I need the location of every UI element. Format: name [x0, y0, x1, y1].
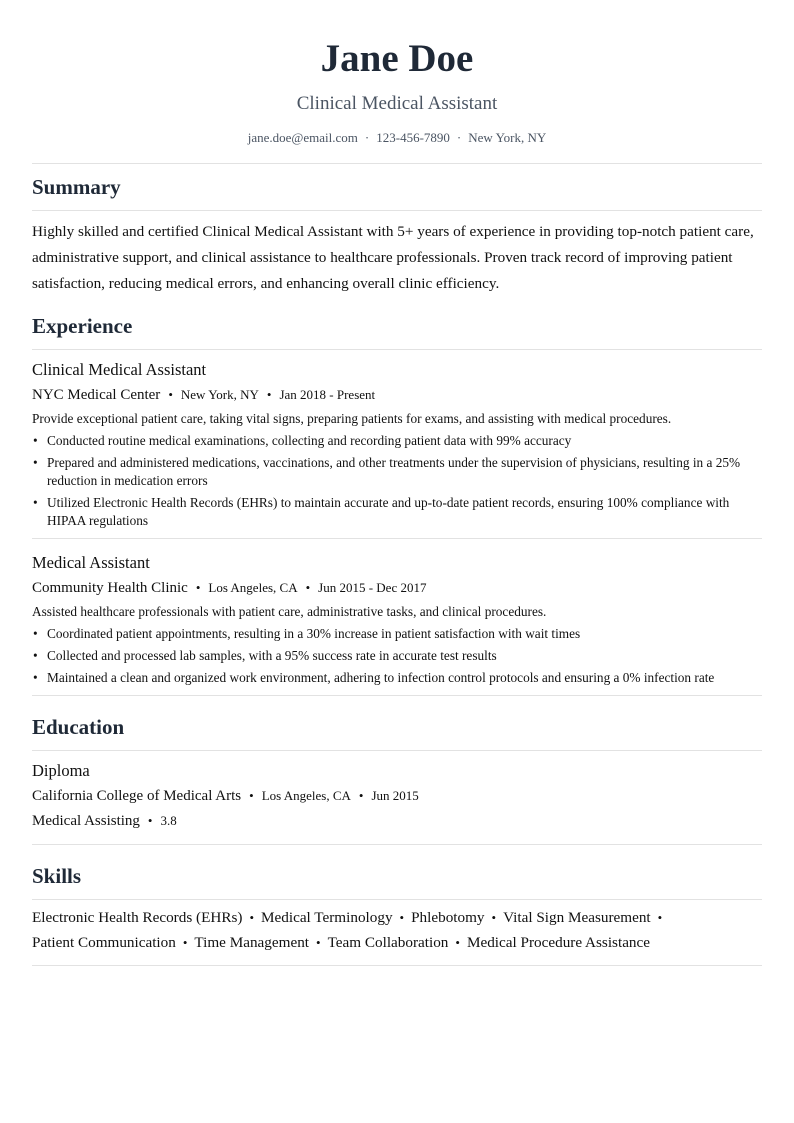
skill-item: Electronic Health Records (EHRs): [32, 909, 243, 926]
skill-bullet: •: [399, 910, 405, 925]
job-location: Los Angeles, CA: [208, 580, 298, 595]
divider: [32, 965, 762, 966]
divider: [32, 538, 762, 539]
meta-bullet: •: [195, 580, 201, 595]
skill-item: Team Collaboration: [327, 934, 449, 951]
contact-line: [32, 130, 762, 146]
degree-name: Diploma: [32, 761, 90, 780]
resume-header: [32, 36, 762, 146]
list-item: • Maintained a clean and organized work environment, adhering to infection control protocols and ensuring a 0% infection rate: [32, 669, 762, 687]
job-bullets: [32, 432, 762, 530]
list-item: • Utilized Electronic Health Records (EHRs) to maintain accurate and up-to-date patient records, ensuring 100% compliance with HIPAA regulations: [32, 494, 762, 530]
meta-bullet: •: [249, 788, 254, 803]
school-location: Los Angeles, CA: [261, 788, 351, 803]
contact-separator: ·: [456, 130, 462, 145]
candidate-title: Clinical Medical Assistant: [296, 93, 498, 114]
meta-bullet: •: [358, 788, 364, 803]
contact-separator: ·: [364, 130, 370, 145]
candidate-name: Jane Doe: [320, 37, 474, 80]
summary-text: Highly skilled and certified Clinical Medical Assistant with 5+ years of experience in providing top-notch patient care, administrative support, and clinical assistance to healthcare professionals. Proven track record of improving patient satisfaction, reducing medical errors, and enhancing overall clinic efficiency.: [32, 223, 754, 292]
meta-bullet: •: [305, 580, 311, 595]
meta-bullet: •: [147, 813, 153, 828]
gpa-value: 3.8: [160, 813, 177, 828]
divider: [32, 210, 762, 211]
job-entry: [32, 360, 762, 530]
divider: [32, 163, 762, 164]
skills-heading: Skills: [32, 864, 82, 888]
skill-item: Time Management: [194, 934, 310, 951]
skill-bullet: •: [249, 910, 255, 925]
list-item: • Collected and processed lab samples, with a 95% success rate in accurate test results: [32, 647, 762, 665]
job-meta: [32, 385, 762, 405]
education-meta: [32, 786, 762, 806]
job-location: New York, NY: [180, 387, 259, 402]
experience-heading: Experience: [32, 314, 133, 338]
divider: [32, 844, 762, 845]
summary-heading: Summary: [32, 175, 121, 199]
meta-bullet: •: [168, 387, 173, 402]
school-name: California College of Medical Arts: [32, 788, 242, 804]
skill-item: Phlebotomy: [411, 909, 485, 926]
skill-item: Vital Sign Measurement: [503, 909, 651, 926]
company-name: Community Health Clinic: [32, 580, 188, 596]
skill-bullet: •: [455, 935, 460, 950]
job-entry: [32, 553, 762, 687]
skill-item: Patient Communication: [32, 934, 176, 951]
meta-bullet: •: [266, 387, 272, 402]
skill-item: Medical Terminology: [261, 909, 393, 926]
skill-bullet: •: [316, 935, 321, 950]
skill-bullet: •: [491, 910, 497, 925]
skills-line: [32, 930, 762, 955]
company-name: NYC Medical Center: [32, 387, 161, 403]
job-dates: Jan 2018 - Present: [279, 387, 376, 402]
location-text: New York, NY: [468, 130, 547, 145]
divider: [32, 349, 762, 350]
divider: [32, 899, 762, 900]
resume-page: [32, 0, 762, 966]
education-entry: [32, 761, 762, 831]
skills-line: [32, 905, 762, 930]
field-of-study: Medical Assisting: [32, 813, 140, 829]
list-item: • Conducted routine medical examinations, collecting and recording patient data with 99% accuracy: [32, 432, 762, 450]
skill-item: Medical Procedure Assistance: [466, 934, 651, 951]
skill-bullet: •: [182, 935, 188, 950]
job-title: Clinical Medical Assistant: [32, 360, 207, 379]
job-meta: [32, 578, 762, 598]
email-text: jane.doe@email.com: [247, 130, 358, 145]
divider: [32, 750, 762, 751]
graduation-date: Jun 2015: [371, 788, 419, 803]
education-field-line: [32, 811, 762, 831]
job-description: Assisted healthcare professionals with patient care, administrative tasks, and clinical procedures.: [32, 604, 547, 619]
job-title: Medical Assistant: [32, 553, 150, 572]
skill-bullet: •: [657, 910, 663, 925]
phone-text: 123-456-7890: [376, 130, 450, 145]
list-item: • Coordinated patient appointments, resulting in a 30% increase in patient satisfaction with wait times: [32, 625, 762, 643]
skills-list: [32, 905, 762, 955]
job-dates: Jun 2015 - Dec 2017: [318, 580, 427, 595]
list-item: • Prepared and administered medications, vaccinations, and other treatments under the supervision of physicians, resulting in a 25% reduction in medication errors: [32, 454, 762, 490]
job-description: Provide exceptional patient care, taking vital signs, preparing patients for exams, and assisting with medical procedures.: [32, 411, 672, 426]
job-bullets: [32, 625, 762, 687]
education-heading: Education: [32, 715, 125, 739]
divider: [32, 695, 762, 696]
